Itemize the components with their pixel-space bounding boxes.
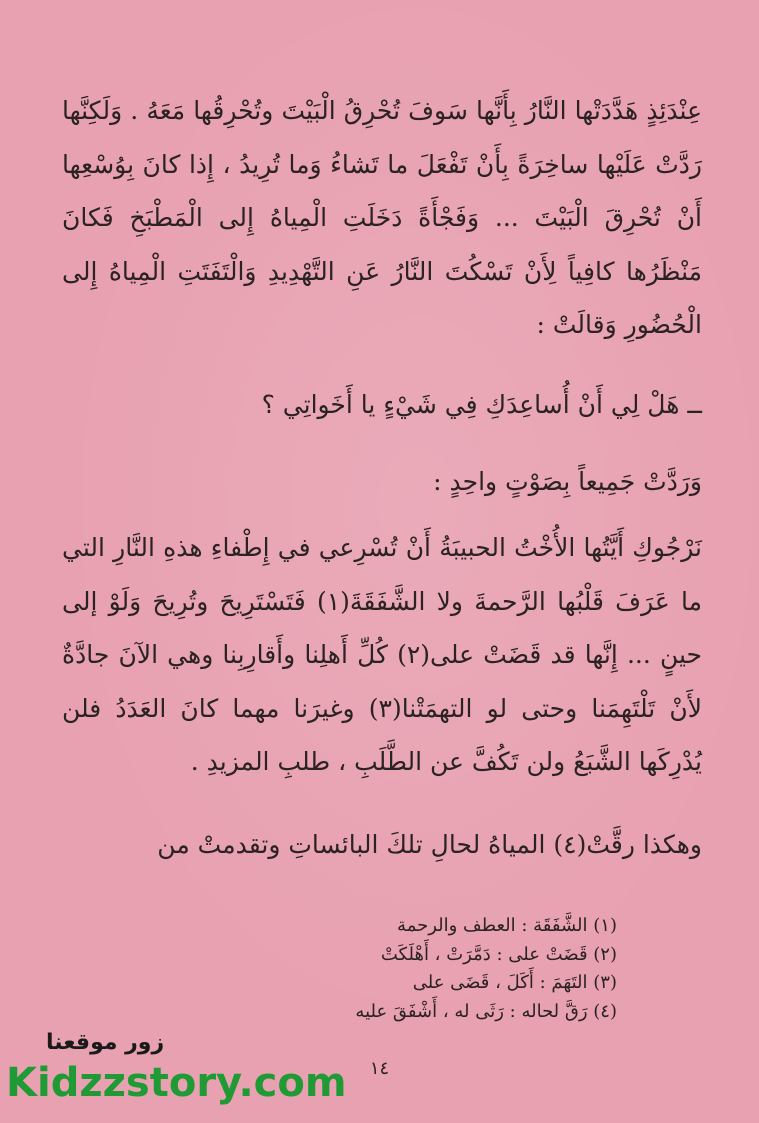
footnote-1: (١) الشَّفَقَة : العطف والرحمة (397, 915, 617, 936)
story-paragraph-2: نَرْجُوكِ أَيَّتُها الأُخْتُ الحبيبَةُ أَنْ تُسْرِعي في إِطْفاءِ هذهِ النَّارِ التي ما عَرَفَ قَلْبُها الرَّحمةَ ولا الشَّفَقَةَ(١) فَتَسْتَرِيحَ وتُرِيحَ وَلَوْ إلى حينٍ ... إِنَّها قد قَضَتْ على(٢) كُلِّ أَهلِنا وأَقارِبِنا وهي الآنَ جادَّةٌ لأَنْ تَلْتَهِمَنا وحتى لو التهمَتْنا(٣) وغيرَنا مهما كانَ العَدَدُ فلن يُدْرِكَها الشَّبَعُ ولن تَكُفَّ عن الطَّلَبِ ، طلبِ المزيدِ . (62, 533, 703, 776)
footnote-4: (٤) رَقَّ لحاله : رَثَى له ، أَشْفَقَ عليه (355, 1000, 617, 1022)
footnote-2: (٢) قَضَتْ على : دَمَّرَتْ ، أَهْلَكَتْ (380, 943, 617, 965)
story-paragraph-1: عِنْدَئِذٍ هَدَّدَتْها النَّارُ بِأَنَّها سَوفَ تُحْرِقُ الْبَيْتَ وتُحْرِقُها مَعَهُ . وَلَكِنَّها رَدَّتْ عَلَيْها ساخِرَةً بِأَنْ تَفْعَلَ ما تَشاءُ وَما تُرِيدُ ، إِذا كانَ بِوُسْعِها أَنْ تُحْرِقَ الْبَيْتَ ... وَفَجْأَةً دَخَلَتِ الْمِياهُ إِلى الْمَطْبَخِ فَكانَ مَنْظَرُها كافِياً لِأَنْ تَسْكُتَ النَّارُ عَنِ التَّهْدِيدِ وَالْتَفَتَتِ الْمِياهُ إِلى الْحُضُورِ وَقالَتْ : (62, 96, 702, 339)
watermark-arabic-text: زور موقعنا (46, 1030, 165, 1055)
footnote-3: (٣) التَهَمَ : أَكَلَ ، قَضَى على (412, 972, 617, 993)
reply-line: وَرَدَّتْ جَمِيعاً بِصَوْتٍ واحِدٍ : (433, 467, 702, 496)
page-number: ١٤ (369, 1058, 390, 1079)
watermark-logo: Kidzzstory.com (6, 1060, 347, 1106)
dialog-line: ــ هَلْ لِي أَنْ أُساعِدَكِ فِي شَيْءٍ يا أَخَواتِي ؟ (261, 390, 702, 419)
footnotes (177, 912, 617, 1026)
story-paragraph-3: وهكذا رقَّتْ(٤) المياهُ لحالِ تلكَ البائساتِ وتقدمتْ من (157, 830, 702, 859)
